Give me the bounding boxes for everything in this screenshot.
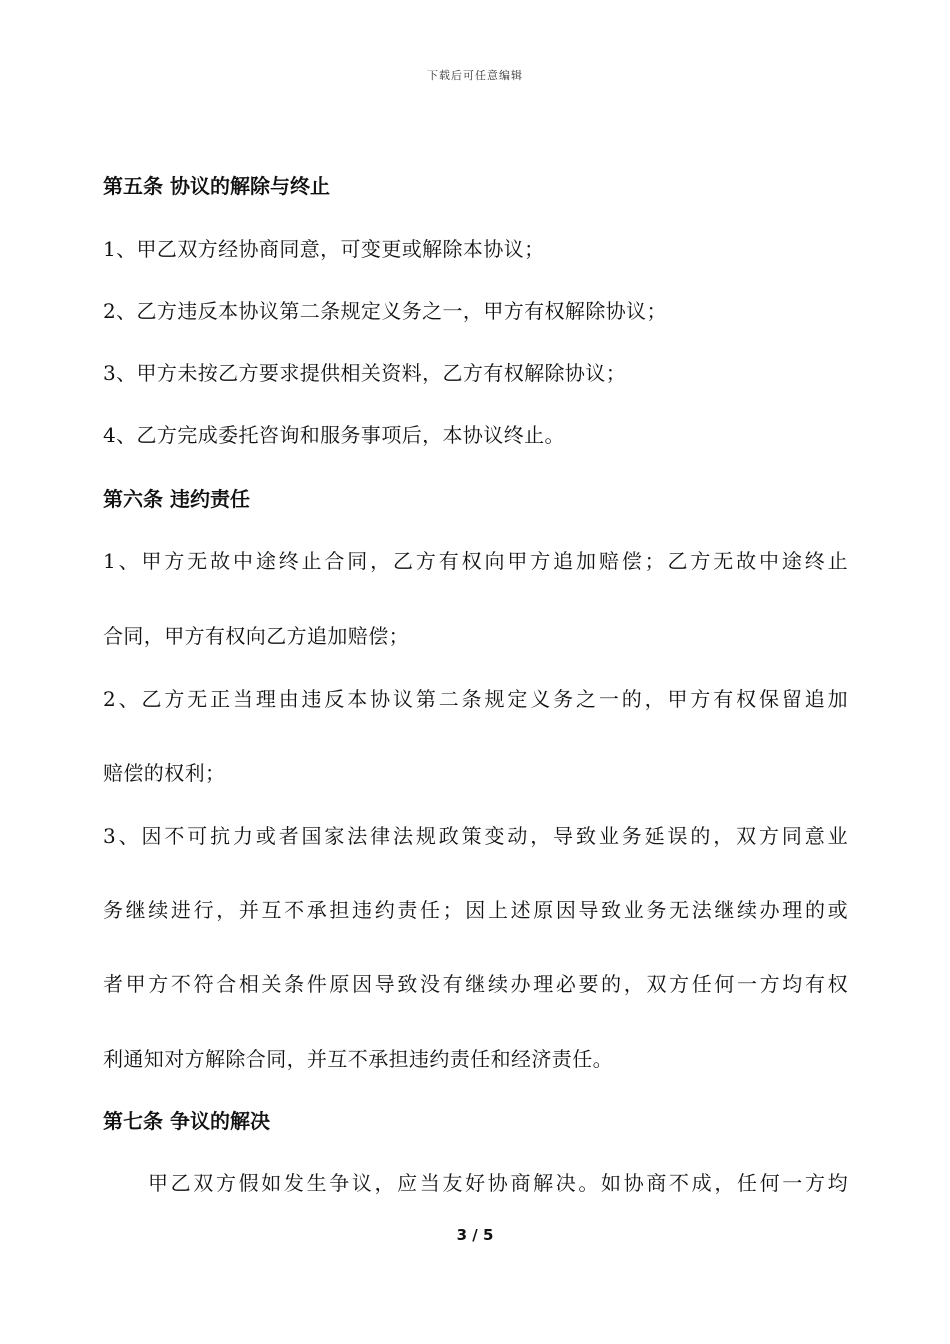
clause-5-4: 4、乙方完成委托咨询和服务事项后，本协议终止。 bbox=[103, 423, 565, 447]
clause-6-3-line-1: 3、因不可抗力或者国家法律法规政策变动，导致业务延误的，双方同意业 bbox=[103, 824, 848, 848]
page-header: 下载后可任意编辑 bbox=[427, 69, 523, 82]
clause-5-1: 1、甲乙双方经协商同意，可变更或解除本协议； bbox=[103, 237, 545, 261]
clause-7-paragraph-line-1: 甲乙双方假如发生争议，应当友好协商解决。如协商不成，任何一方均 bbox=[148, 1171, 848, 1195]
clause-6-2-line-2: 赔偿的权利； bbox=[103, 761, 226, 785]
section-title-7: 第七条 争议的解决 bbox=[103, 1109, 270, 1133]
clause-6-2-line-1: 2、乙方无正当理由违反本协议第二条规定义务之一的，甲方有权保留追加 bbox=[103, 687, 848, 711]
clause-6-1-line-2: 合同，甲方有权向乙方追加赔偿； bbox=[103, 624, 409, 648]
clause-6-3-line-3: 者甲方不符合相关条件原因导致没有继续办理必要的，双方任何一方均有权 bbox=[103, 972, 848, 996]
page-number: 3 / 5 bbox=[456, 1226, 494, 1244]
clause-5-2: 2、乙方违反本协议第二条规定义务之一，甲方有权解除协议； bbox=[103, 299, 667, 323]
section-title-5: 第五条 协议的解除与终止 bbox=[103, 174, 330, 198]
clause-6-3-line-4: 利通知对方解除合同，并互不承担违约责任和经济责任。 bbox=[103, 1047, 613, 1071]
clause-6-3-line-2: 务继续进行，并互不承担违约责任；因上述原因导致业务无法继续办理的或 bbox=[103, 898, 848, 922]
clause-5-3: 3、甲方未按乙方要求提供相关资料，乙方有权解除协议； bbox=[103, 361, 627, 385]
section-title-6: 第六条 违约责任 bbox=[103, 487, 250, 511]
clause-6-1-line-1: 1、甲方无故中途终止合同，乙方有权向甲方追加赔偿；乙方无故中途终止 bbox=[103, 549, 848, 573]
